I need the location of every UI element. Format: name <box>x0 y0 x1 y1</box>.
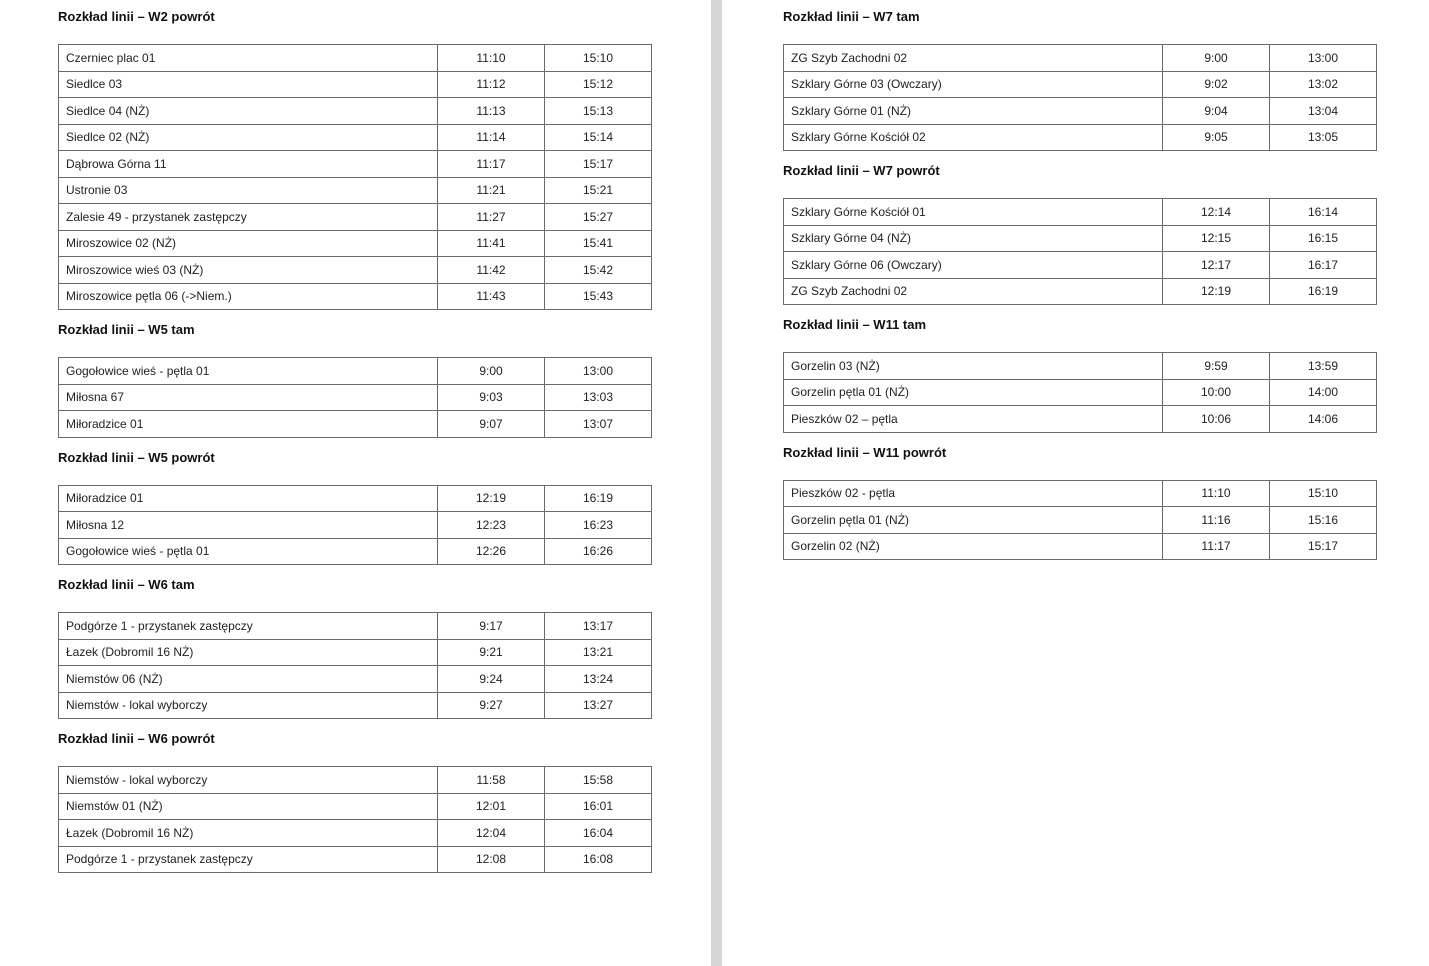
table-row <box>784 225 1377 252</box>
schedule-table <box>58 44 652 310</box>
section-title: Rozkład linii – W2 powrót <box>58 9 215 24</box>
table-row <box>59 124 652 151</box>
departure-time-cell: 9:17 <box>438 613 545 640</box>
stop-name-cell: Gogołowice wieś - pętla 01 <box>59 538 438 565</box>
table-row <box>59 71 652 98</box>
stop-name-cell: Podgórze 1 - przystanek zastępczy <box>59 846 438 873</box>
stop-name-cell: Pieszków 02 - pętla <box>784 480 1163 507</box>
departure-time-cell: 11:21 <box>438 177 545 204</box>
departure-time-cell: 9:02 <box>1163 71 1270 98</box>
departure-time-cell: 12:19 <box>1163 278 1270 305</box>
departure-time-cell: 9:03 <box>438 384 545 411</box>
departure-time-cell: 15:58 <box>545 767 652 794</box>
departure-time-cell: 15:16 <box>1270 507 1377 534</box>
departure-time-cell: 13:27 <box>545 692 652 719</box>
stop-name-cell: Szklary Górne 06 (Owczary) <box>784 252 1163 279</box>
departure-time-cell: 13:03 <box>545 384 652 411</box>
stop-name-cell: Miłoradzice 01 <box>59 411 438 438</box>
departure-time-cell: 15:13 <box>545 98 652 125</box>
departure-time-cell: 9:21 <box>438 639 545 666</box>
table-row <box>59 384 652 411</box>
departure-time-cell: 12:26 <box>438 538 545 565</box>
table-row <box>59 538 652 565</box>
section-title: Rozkład linii – W5 tam <box>58 322 195 337</box>
section-title: Rozkład linii – W7 tam <box>783 9 920 24</box>
table-row <box>784 278 1377 305</box>
stop-name-cell: Gorzelin pętla 01 (NŻ) <box>784 379 1163 406</box>
departure-time-cell: 15:17 <box>1270 533 1377 560</box>
schedule-table <box>58 357 652 438</box>
departure-time-cell: 15:12 <box>545 71 652 98</box>
table-row <box>59 151 652 178</box>
departure-time-cell: 13:00 <box>1270 45 1377 72</box>
stop-name-cell: Podgórze 1 - przystanek zastępczy <box>59 613 438 640</box>
departure-time-cell: 15:10 <box>545 45 652 72</box>
departure-time-cell: 11:10 <box>438 45 545 72</box>
stop-name-cell: Gorzelin pętla 01 (NŻ) <box>784 507 1163 534</box>
stop-name-cell: Ustronie 03 <box>59 177 438 204</box>
departure-time-cell: 14:06 <box>1270 406 1377 433</box>
stop-name-cell: Miłosna 67 <box>59 384 438 411</box>
table-row <box>59 767 652 794</box>
table-row <box>59 846 652 873</box>
departure-time-cell: 9:27 <box>438 692 545 719</box>
stop-name-cell: Czerniec plac 01 <box>59 45 438 72</box>
table-row <box>784 124 1377 151</box>
table-row <box>59 283 652 310</box>
departure-time-cell: 11:12 <box>438 71 545 98</box>
stop-name-cell: Łazek (Dobromil 16 NŻ) <box>59 820 438 847</box>
departure-time-cell: 13:17 <box>545 613 652 640</box>
stop-name-cell: Dąbrowa Górna 11 <box>59 151 438 178</box>
departure-time-cell: 9:07 <box>438 411 545 438</box>
departure-time-cell: 11:43 <box>438 283 545 310</box>
departure-time-cell: 16:01 <box>545 793 652 820</box>
document-page-left <box>0 0 711 966</box>
departure-time-cell: 11:16 <box>1163 507 1270 534</box>
departure-time-cell: 15:43 <box>545 283 652 310</box>
stop-name-cell: Miłosna 12 <box>59 512 438 539</box>
table-row <box>784 406 1377 433</box>
departure-time-cell: 10:06 <box>1163 406 1270 433</box>
table-row <box>784 379 1377 406</box>
departure-time-cell: 15:27 <box>545 204 652 231</box>
departure-time-cell: 12:23 <box>438 512 545 539</box>
departure-time-cell: 16:08 <box>545 846 652 873</box>
departure-time-cell: 11:41 <box>438 230 545 257</box>
table-row <box>59 613 652 640</box>
departure-time-cell: 12:17 <box>1163 252 1270 279</box>
departure-time-cell: 14:00 <box>1270 379 1377 406</box>
departure-time-cell: 9:00 <box>438 358 545 385</box>
departure-time-cell: 16:17 <box>1270 252 1377 279</box>
page-content <box>58 9 651 885</box>
section-title: Rozkład linii – W11 powrót <box>783 444 947 460</box>
departure-time-cell: 13:21 <box>545 639 652 666</box>
table-row <box>59 358 652 385</box>
table-row <box>784 353 1377 380</box>
table-row <box>784 480 1377 507</box>
table-row <box>59 639 652 666</box>
table-row <box>59 692 652 719</box>
departure-time-cell: 11:58 <box>438 767 545 794</box>
schedule-table <box>58 612 652 719</box>
table-row <box>784 533 1377 560</box>
table-row <box>59 257 652 284</box>
departure-time-cell: 11:27 <box>438 204 545 231</box>
departure-time-cell: 12:01 <box>438 793 545 820</box>
stop-name-cell: Siedlce 04 (NŻ) <box>59 98 438 125</box>
stop-name-cell: Szklary Górne 04 (NŻ) <box>784 225 1163 252</box>
stop-name-cell: Niemstów 06 (NŻ) <box>59 666 438 693</box>
departure-time-cell: 9:24 <box>438 666 545 693</box>
table-row <box>59 820 652 847</box>
stop-name-cell: Miłoradzice 01 <box>59 485 438 512</box>
stop-name-cell: Miroszowice wieś 03 (NŻ) <box>59 257 438 284</box>
departure-time-cell: 16:26 <box>545 538 652 565</box>
schedule-table <box>783 198 1377 305</box>
table-row <box>59 666 652 693</box>
table-row <box>784 71 1377 98</box>
departure-time-cell: 15:17 <box>545 151 652 178</box>
stop-name-cell: Siedlce 03 <box>59 71 438 98</box>
stop-name-cell: ZG Szyb Zachodni 02 <box>784 278 1163 305</box>
stop-name-cell: Niemstów 01 (NŻ) <box>59 793 438 820</box>
departure-time-cell: 13:00 <box>545 358 652 385</box>
stop-name-cell: Gorzelin 02 (NŻ) <box>784 533 1163 560</box>
departure-time-cell: 9:59 <box>1163 353 1270 380</box>
departure-time-cell: 11:10 <box>1163 480 1270 507</box>
schedule-table <box>58 485 652 566</box>
stop-name-cell: Szklary Górne 03 (Owczary) <box>784 71 1163 98</box>
stop-name-cell: Zalesie 49 - przystanek zastępczy <box>59 204 438 231</box>
table-row <box>59 98 652 125</box>
section-title: Rozkład linii – W7 powrót <box>783 163 940 178</box>
departure-time-cell: 11:17 <box>438 151 545 178</box>
departure-time-cell: 11:13 <box>438 98 545 125</box>
section-title: Rozkład linii – W6 tam <box>58 577 195 592</box>
departure-time-cell: 9:00 <box>1163 45 1270 72</box>
departure-time-cell: 9:05 <box>1163 124 1270 151</box>
stop-name-cell: Pieszków 02 – pętla <box>784 406 1163 433</box>
table-row <box>59 485 652 512</box>
departure-time-cell: 16:14 <box>1270 199 1377 226</box>
departure-time-cell: 15:21 <box>545 177 652 204</box>
schedule-table <box>783 352 1377 433</box>
stop-name-cell: Szklary Górne Kościół 01 <box>784 199 1163 226</box>
table-row <box>784 199 1377 226</box>
stop-name-cell: Szklary Górne Kościół 02 <box>784 124 1163 151</box>
departure-time-cell: 15:42 <box>545 257 652 284</box>
departure-time-cell: 16:19 <box>1270 278 1377 305</box>
schedule-table <box>783 44 1377 151</box>
departure-time-cell: 13:04 <box>1270 98 1377 125</box>
table-row <box>59 411 652 438</box>
section-title: Rozkład linii – W5 powrót <box>58 449 215 465</box>
table-row <box>59 177 652 204</box>
stop-name-cell: Gorzelin 03 (NŻ) <box>784 353 1163 380</box>
schedule-table <box>783 480 1377 561</box>
stop-name-cell: Gogołowice wieś - pętla 01 <box>59 358 438 385</box>
stop-name-cell: Niemstów - lokal wyborczy <box>59 692 438 719</box>
stop-name-cell: ZG Szyb Zachodni 02 <box>784 45 1163 72</box>
table-row <box>59 45 652 72</box>
departure-time-cell: 12:14 <box>1163 199 1270 226</box>
departure-time-cell: 16:15 <box>1270 225 1377 252</box>
stop-name-cell: Łazek (Dobromil 16 NŻ) <box>59 639 438 666</box>
departure-time-cell: 15:14 <box>545 124 652 151</box>
document-page-right <box>722 0 1429 966</box>
departure-time-cell: 16:19 <box>545 485 652 512</box>
stop-name-cell: Miroszowice pętla 06 (->Niem.) <box>59 283 438 310</box>
departure-time-cell: 13:02 <box>1270 71 1377 98</box>
table-row <box>59 230 652 257</box>
stop-name-cell: Siedlce 02 (NŻ) <box>59 124 438 151</box>
departure-time-cell: 13:24 <box>545 666 652 693</box>
departure-time-cell: 12:04 <box>438 820 545 847</box>
departure-time-cell: 11:14 <box>438 124 545 151</box>
stop-name-cell: Szklary Górne 01 (NŻ) <box>784 98 1163 125</box>
section-title: Rozkład linii – W6 powrót <box>58 731 215 746</box>
table-row <box>59 793 652 820</box>
departure-time-cell: 16:23 <box>545 512 652 539</box>
table-row <box>59 512 652 539</box>
page-content <box>783 9 1376 572</box>
departure-time-cell: 15:41 <box>545 230 652 257</box>
table-row <box>784 98 1377 125</box>
departure-time-cell: 12:19 <box>438 485 545 512</box>
departure-time-cell: 16:04 <box>545 820 652 847</box>
departure-time-cell: 13:05 <box>1270 124 1377 151</box>
section-title: Rozkład linii – W11 tam <box>783 317 927 332</box>
schedule-table <box>58 766 652 873</box>
stop-name-cell: Miroszowice 02 (NŻ) <box>59 230 438 257</box>
table-row <box>59 204 652 231</box>
departure-time-cell: 12:08 <box>438 846 545 873</box>
departure-time-cell: 9:04 <box>1163 98 1270 125</box>
departure-time-cell: 13:07 <box>545 411 652 438</box>
departure-time-cell: 11:42 <box>438 257 545 284</box>
departure-time-cell: 12:15 <box>1163 225 1270 252</box>
departure-time-cell: 11:17 <box>1163 533 1270 560</box>
table-row <box>784 45 1377 72</box>
stop-name-cell: Niemstów - lokal wyborczy <box>59 767 438 794</box>
departure-time-cell: 10:00 <box>1163 379 1270 406</box>
departure-time-cell: 13:59 <box>1270 353 1377 380</box>
departure-time-cell: 15:10 <box>1270 480 1377 507</box>
table-row <box>784 507 1377 534</box>
table-row <box>784 252 1377 279</box>
